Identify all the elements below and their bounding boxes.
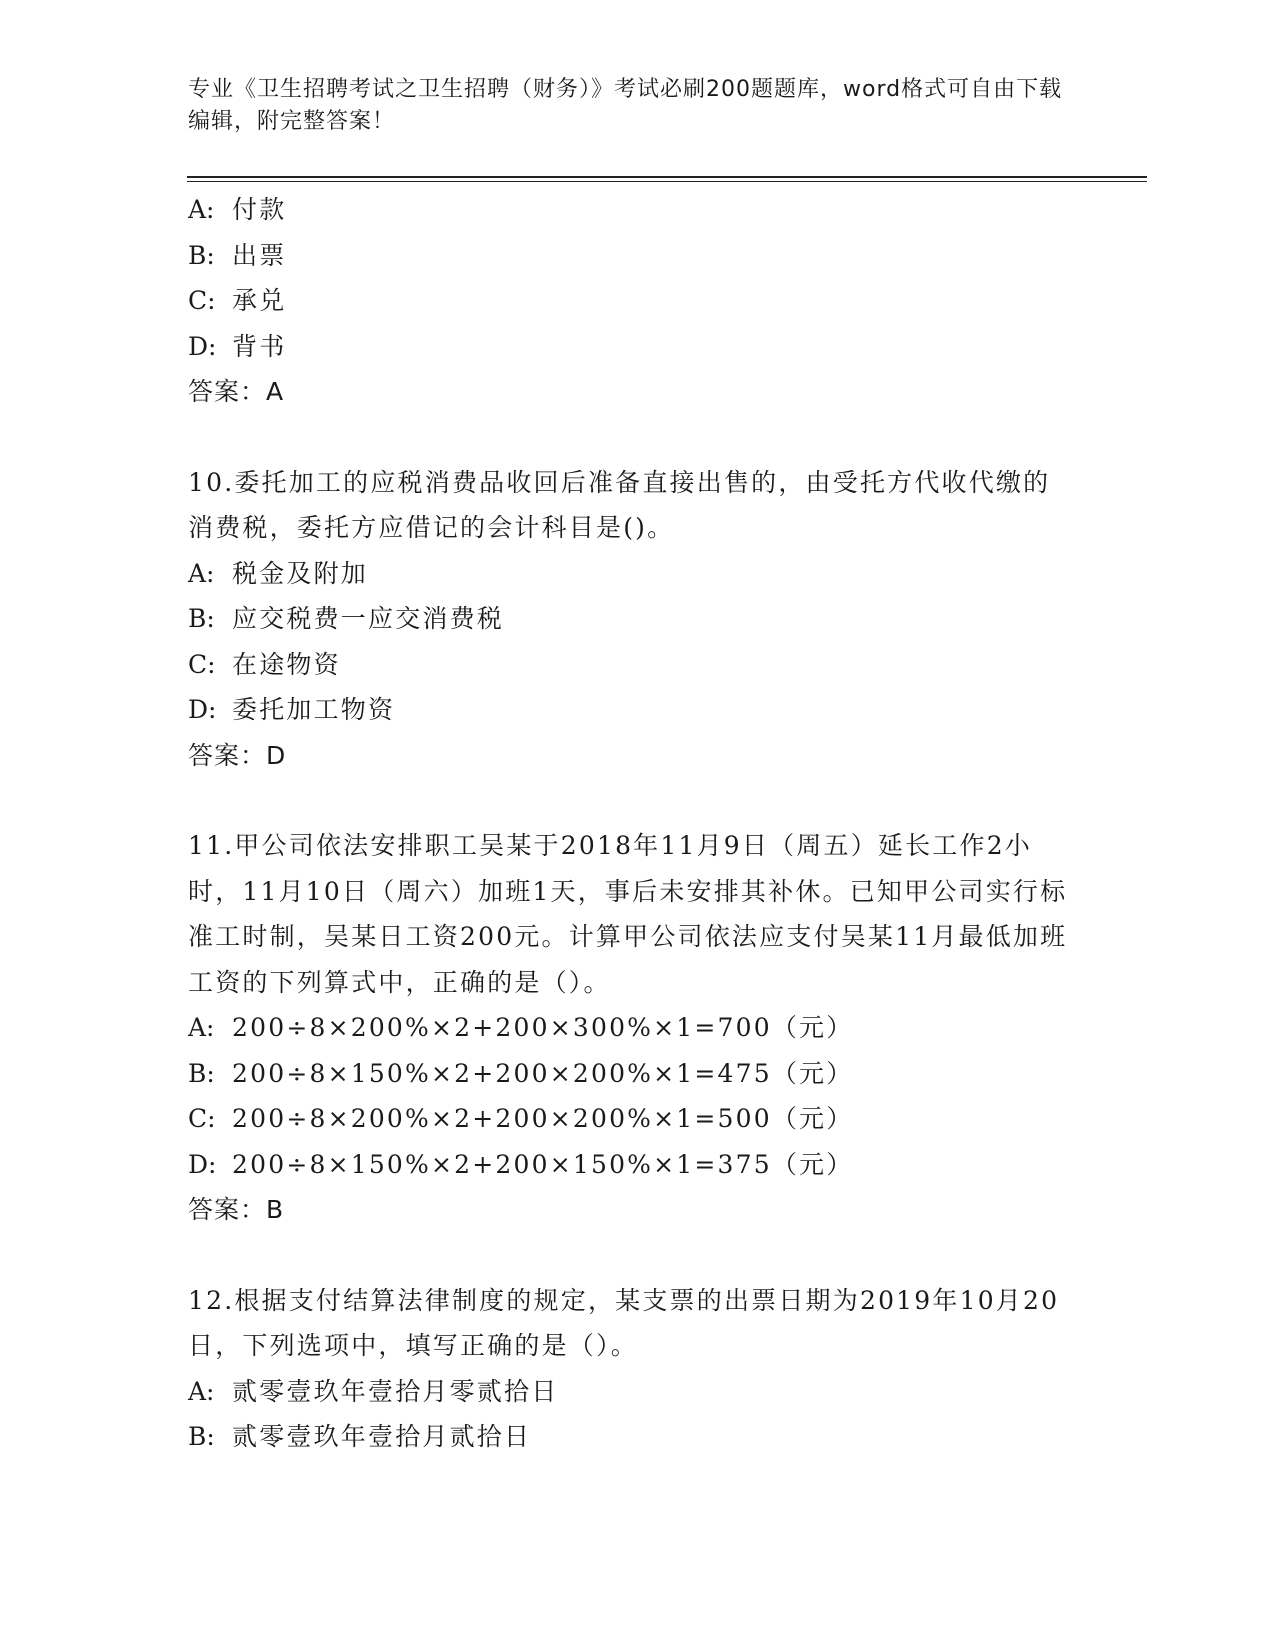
question-9 [188, 187, 1088, 415]
question-spacer [188, 1233, 1088, 1278]
question-12 [188, 1278, 1088, 1460]
answer-line: 答案：D [188, 740, 287, 770]
option-letter: C: [188, 649, 216, 679]
option-d [188, 1142, 1088, 1188]
option-letter: A: [188, 558, 215, 588]
option-a [188, 1369, 1088, 1415]
option-text: 付款 [232, 195, 287, 224]
answer-line: 答案：A [188, 377, 285, 406]
option-c [188, 642, 1088, 688]
option-letter: A: [188, 195, 215, 224]
option-b [188, 1414, 1088, 1460]
option-b [188, 1051, 1088, 1097]
question-list [188, 187, 1088, 1460]
option-letter: C: [188, 1104, 216, 1133]
option-text: 200÷8×150%×2+200×200%×1=475（元） [232, 1058, 854, 1088]
option-a [188, 1005, 1088, 1051]
question-spacer [188, 778, 1088, 823]
option-letter: A: [188, 1013, 215, 1042]
question-10 [188, 460, 1088, 779]
question-11 [188, 823, 1088, 1233]
option-text: 贰零壹玖年壹拾月贰拾日 [232, 1422, 532, 1451]
option-letter: B: [188, 1422, 215, 1451]
page-header-text: 专业《卫生招聘考试之卫生招聘（财务）》考试必刷200题题库，word格式可自由下载编辑，附完整答案！ [188, 77, 1063, 134]
option-b [188, 233, 1088, 279]
option-a [188, 551, 1088, 597]
header-divider-thick [187, 176, 1147, 178]
option-letter: B: [188, 1058, 215, 1088]
option-text: 200÷8×200%×2+200×300%×1=700（元） [232, 1013, 854, 1042]
option-letter: D: [188, 1149, 217, 1179]
option-c [188, 278, 1088, 324]
header-divider-thin [187, 181, 1147, 182]
question-stem: 10.委托加工的应税消费品收回后准备直接出售的，由受托方代收代缴的消费税，委托方应借记的会计科目是()。 [188, 467, 1051, 542]
option-d [188, 324, 1088, 370]
option-text: 200÷8×200%×2+200×200%×1=500（元） [232, 1104, 854, 1133]
option-letter: B: [188, 240, 215, 270]
option-letter: D: [188, 695, 217, 724]
option-text: 在途物资 [232, 649, 341, 679]
question-stem: 12.根据支付结算法律制度的规定，某支票的出票日期为2019年10月20日，下列选项中，填写正确的是（）。 [188, 1285, 1060, 1360]
option-text: 委托加工物资 [232, 695, 396, 724]
option-letter: A: [188, 1376, 215, 1406]
question-stem: 11.甲公司依法安排职工吴某于2018年11月9日（周五）延长工作2小时，11月10日（周六）加班1天，事后未安排其补休。已知甲公司实行标准工时制，吴某日工资200元。计算甲公司依法应支付吴某11月最低加班工资的下列算式中，正确的是（）。 [188, 831, 1068, 997]
option-text: 贰零壹玖年壹拾月零贰拾日 [232, 1376, 559, 1406]
option-letter: B: [188, 604, 215, 633]
option-text: 200÷8×150%×2+200×150%×1=375（元） [232, 1149, 854, 1179]
option-text: 承兑 [232, 286, 287, 315]
question-spacer [188, 415, 1088, 460]
option-text: 税金及附加 [232, 558, 369, 588]
option-b [188, 596, 1088, 642]
option-letter: C: [188, 286, 216, 315]
option-text: 应交税费一应交消费税 [232, 604, 505, 633]
option-d [188, 687, 1088, 733]
option-c [188, 1096, 1088, 1142]
option-letter: D: [188, 331, 217, 361]
answer-line: 答案：B [188, 1195, 285, 1224]
option-text: 背书 [232, 331, 287, 361]
option-a [188, 187, 1088, 233]
option-text: 出票 [232, 240, 287, 270]
